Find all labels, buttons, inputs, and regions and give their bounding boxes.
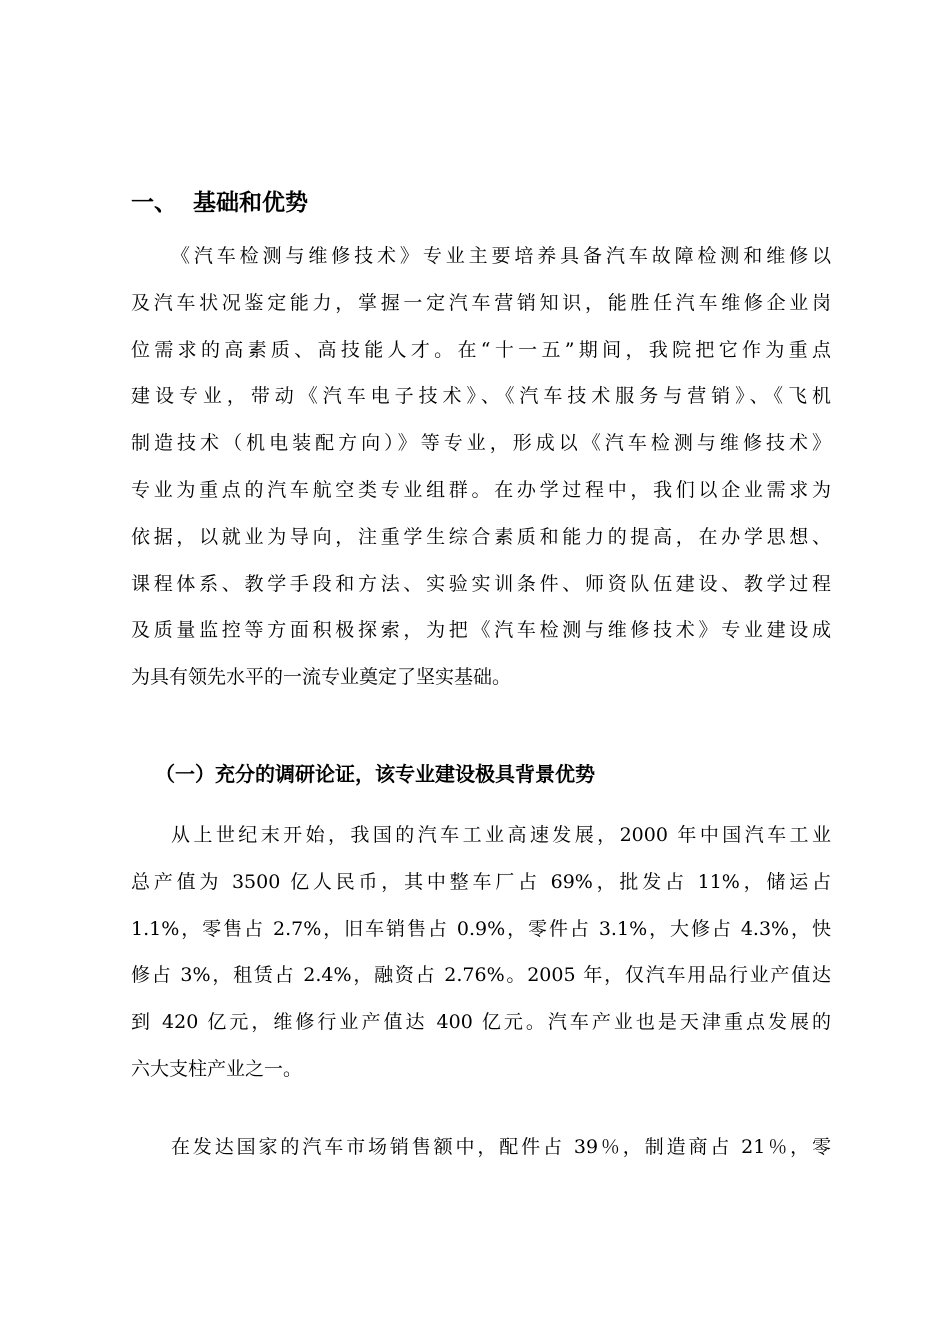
paragraph-line: 到 420 亿元，维修行业产值达 400 亿元。汽车产业也是天津重点发展的	[131, 1011, 831, 1034]
paragraph-line: 制造技术（机电装配方向）》等专业，形成以《汽车检测与维修技术》	[131, 432, 831, 455]
paragraph-line: 课程体系、教学手段和方法、实验实训条件、师资队伍建设、教学过程	[131, 572, 831, 595]
paragraph-line: 及汽车状况鉴定能力，掌握一定汽车营销知识，能胜任汽车维修企业岗	[131, 291, 831, 314]
paragraph-line: 及质量监控等方面积极探索，为把《汽车检测与维修技术》专业建设成	[131, 619, 831, 642]
paragraph-line: 为具有领先水平的一流专业奠定了坚实基础。	[131, 666, 512, 689]
paragraph-line: 依据，以就业为导向，注重学生综合素质和能力的提高，在办学思想、	[131, 525, 831, 548]
paragraph-line: 在发达国家的汽车市场销售额中，配件占 39％，制造商占 21％，零	[171, 1136, 831, 1158]
paragraph-intro	[131, 233, 831, 701]
paragraph-line: 修占 3%，租赁占 2.4%，融资占 2.76%。2005 年，仅汽车用品行业产值达	[131, 964, 831, 987]
paragraph-line: 专业为重点的汽车航空类专业组群。在办学过程中，我们以企业需求为	[131, 478, 831, 501]
section-heading	[131, 186, 308, 220]
section-number: 一、	[131, 190, 177, 216]
paragraph-industry	[131, 812, 831, 1093]
paragraph-market	[131, 1124, 831, 1171]
paragraph-line: 六大支柱产业之一。	[131, 1057, 303, 1080]
paragraph-line: 总产值为 3500 亿人民币，其中整车厂占 69%，批发占 11%，储运占	[131, 870, 831, 893]
paragraph-line: 1.1%，零售占 2.7%，旧车销售占 0.9%，零件占 3.1%，大修占 4.3%，快	[131, 917, 831, 940]
subsection-heading: （一）充分的调研论证，该专业建设极具背景优势	[155, 762, 595, 786]
section-title: 基础和优势	[193, 190, 308, 216]
paragraph-line: 建设专业，带动《汽车电子技术》、《汽车技术服务与营销》、《飞机	[131, 385, 831, 408]
paragraph-line: 《汽车检测与维修技术》专业主要培养具备汽车故障检测和维修以	[171, 245, 831, 267]
paragraph-line: 从上世纪末开始，我国的汽车工业高速发展，2000 年中国汽车工业	[171, 824, 831, 846]
paragraph-line: 位需求的高素质、高技能人才。在“十一五”期间，我院把它作为重点	[131, 338, 831, 361]
